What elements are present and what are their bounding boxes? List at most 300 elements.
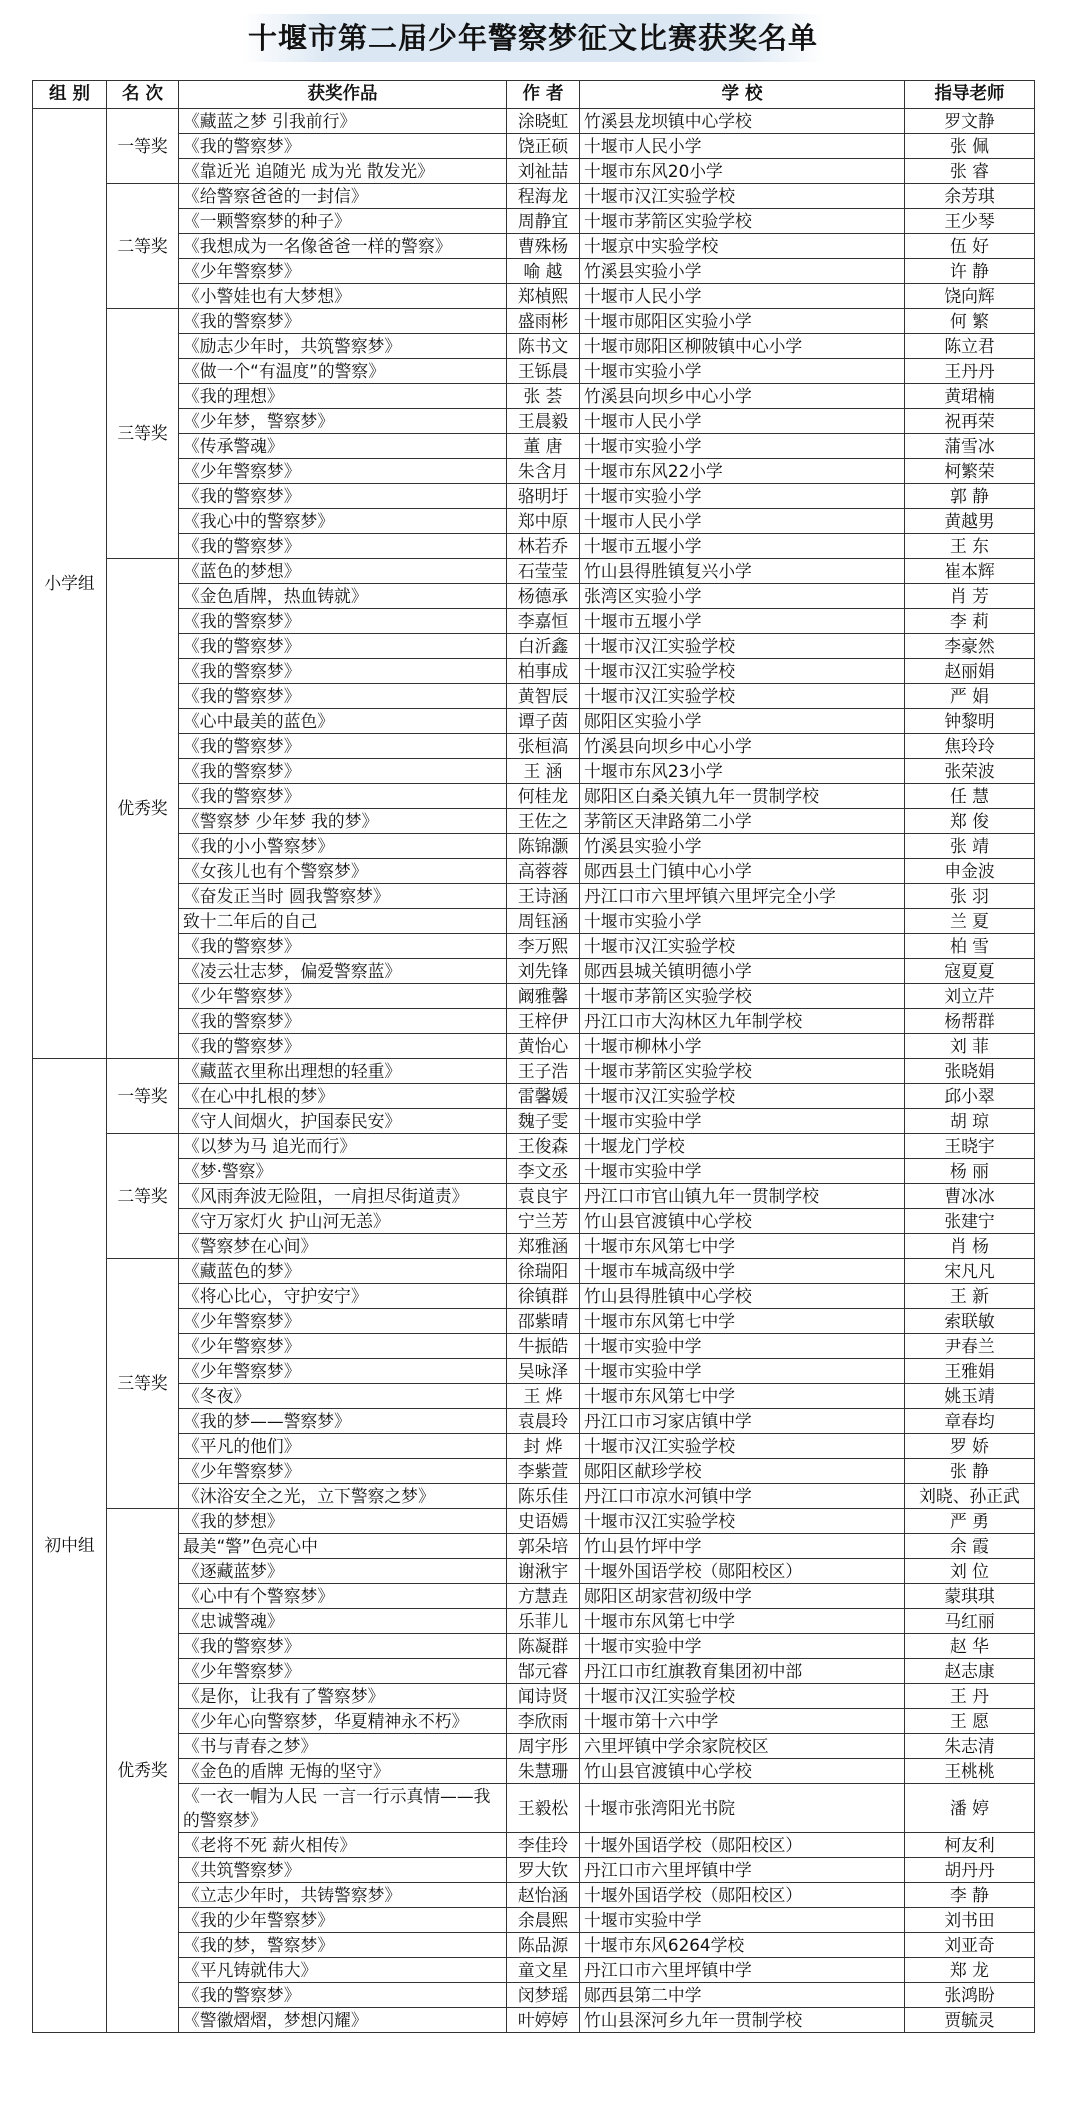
author-cell: 刘先锋 (507, 959, 580, 984)
table-row (33, 1359, 1035, 1384)
author-cell: 雷馨媛 (507, 1084, 580, 1109)
teacher-cell: 赵志康 (905, 1659, 1035, 1684)
school-cell: 丹江口市习家店镇中学 (580, 1409, 905, 1434)
author-cell: 饶正硕 (507, 134, 580, 159)
table-row (33, 634, 1035, 659)
teacher-cell: 张 静 (905, 1459, 1035, 1484)
work-cell: 《一衣一帽为人民 一言一行示真情——我的警察梦》 (179, 1784, 507, 1833)
teacher-cell: 伍 好 (905, 234, 1035, 259)
teacher-cell: 朱志清 (905, 1734, 1035, 1759)
school-cell: 十堰龙门学校 (580, 1134, 905, 1159)
table-row (33, 1009, 1035, 1034)
work-cell: 致十二年后的自己 (179, 909, 507, 934)
work-cell: 《以梦为马 追光而行》 (179, 1134, 507, 1159)
table-row (33, 1734, 1035, 1759)
teacher-cell: 王 新 (905, 1284, 1035, 1309)
group-cell: 初中组 (33, 1059, 107, 2033)
teacher-cell: 杨 丽 (905, 1159, 1035, 1184)
table-row (33, 1858, 1035, 1883)
author-cell: 王子浩 (507, 1059, 580, 1084)
work-cell: 《凌云壮志梦，偏爱警察蓝》 (179, 959, 507, 984)
author-cell: 邵紫晴 (507, 1309, 580, 1334)
school-cell: 丹江口市六里坪镇六里坪完全小学 (580, 884, 905, 909)
table-row (33, 284, 1035, 309)
author-cell: 何桂龙 (507, 784, 580, 809)
rank-cell: 三等奖 (107, 1259, 179, 1509)
school-cell: 十堰市张湾阳光书院 (580, 1784, 905, 1833)
table-row (33, 1584, 1035, 1609)
work-cell: 《立志少年时，共铸警察梦》 (179, 1883, 507, 1908)
school-cell: 茅箭区天津路第二小学 (580, 809, 905, 834)
author-cell: 叶婷婷 (507, 2008, 580, 2033)
school-cell: 十堰市五堰小学 (580, 534, 905, 559)
school-cell: 十堰市实验小学 (580, 359, 905, 384)
school-cell: 十堰市郧阳区实验小学 (580, 309, 905, 334)
school-cell: 郧西县土门镇中心小学 (580, 859, 905, 884)
school-cell: 十堰市实验小学 (580, 484, 905, 509)
author-cell: 周静宜 (507, 209, 580, 234)
header-teacher: 指导老师 (905, 81, 1035, 109)
author-cell: 王梓伊 (507, 1009, 580, 1034)
work-cell: 《我的警察梦》 (179, 1034, 507, 1059)
school-cell: 十堰市车城高级中学 (580, 1259, 905, 1284)
table-row (33, 109, 1035, 134)
header-row (33, 81, 1035, 109)
header-rank: 名 次 (107, 81, 179, 109)
work-cell: 《警徽熠熠，梦想闪耀》 (179, 2008, 507, 2033)
school-cell: 十堰市五堰小学 (580, 609, 905, 634)
teacher-cell: 钟黎明 (905, 709, 1035, 734)
school-cell: 十堰市郧阳区柳陂镇中心小学 (580, 334, 905, 359)
table-row (33, 734, 1035, 759)
table-row (33, 1209, 1035, 1234)
author-cell: 李文丞 (507, 1159, 580, 1184)
work-cell: 《我的警察梦》 (179, 309, 507, 334)
school-cell: 郧阳区实验小学 (580, 709, 905, 734)
school-cell: 十堰市实验中学 (580, 1634, 905, 1659)
table-row (33, 959, 1035, 984)
table-row (33, 1759, 1035, 1784)
school-cell: 十堰市汉江实验学校 (580, 1684, 905, 1709)
author-cell: 王俊森 (507, 1134, 580, 1159)
table-row (33, 384, 1035, 409)
table-row (33, 159, 1035, 184)
table-row (33, 1409, 1035, 1434)
work-cell: 《警察梦 少年梦 我的梦》 (179, 809, 507, 834)
header-author: 作 者 (507, 81, 580, 109)
teacher-cell: 郭 静 (905, 484, 1035, 509)
work-cell: 《给警察爸爸的一封信》 (179, 184, 507, 209)
author-cell: 刘祉喆 (507, 159, 580, 184)
teacher-cell: 张建宁 (905, 1209, 1035, 1234)
table-row (33, 684, 1035, 709)
table-row (33, 659, 1035, 684)
teacher-cell: 王晓宇 (905, 1134, 1035, 1159)
work-cell: 《少年警察梦》 (179, 1659, 507, 1684)
school-cell: 竹溪县实验小学 (580, 259, 905, 284)
teacher-cell: 王少琴 (905, 209, 1035, 234)
teacher-cell: 刘书田 (905, 1908, 1035, 1933)
teacher-cell: 张晓娟 (905, 1059, 1035, 1084)
work-cell: 《我的警察梦》 (179, 934, 507, 959)
teacher-cell: 杨帮群 (905, 1009, 1035, 1034)
author-cell: 程海龙 (507, 184, 580, 209)
table-row (33, 584, 1035, 609)
work-cell: 《我的警察梦》 (179, 609, 507, 634)
teacher-cell: 饶向辉 (905, 284, 1035, 309)
table-row (33, 809, 1035, 834)
table-row (33, 1659, 1035, 1684)
table-row (33, 934, 1035, 959)
teacher-cell: 郑 龙 (905, 1958, 1035, 1983)
school-cell: 竹溪县龙坝镇中心学校 (580, 109, 905, 134)
author-cell: 朱含月 (507, 459, 580, 484)
work-cell: 《靠近光 追随光 成为光 散发光》 (179, 159, 507, 184)
table-row (33, 2008, 1035, 2033)
teacher-cell: 王 丹 (905, 1684, 1035, 1709)
table-row (33, 509, 1035, 534)
group-cell: 小学组 (33, 109, 107, 1059)
school-cell: 竹山县官渡镇中心学校 (580, 1759, 905, 1784)
teacher-cell: 祝再荣 (905, 409, 1035, 434)
teacher-cell: 张荣波 (905, 759, 1035, 784)
work-cell: 《我的梦，警察梦》 (179, 1933, 507, 1958)
school-cell: 丹江口市大沟林区九年制学校 (580, 1009, 905, 1034)
school-cell: 十堰市东风22小学 (580, 459, 905, 484)
teacher-cell: 罗文静 (905, 109, 1035, 134)
table-row (33, 1958, 1035, 1983)
school-cell: 十堰市茅箭区实验学校 (580, 209, 905, 234)
work-cell: 《心中最美的蓝色》 (179, 709, 507, 734)
work-cell: 《心中有个警察梦》 (179, 1584, 507, 1609)
work-cell: 《蓝色的梦想》 (179, 559, 507, 584)
work-cell: 《我的理想》 (179, 384, 507, 409)
teacher-cell: 王 东 (905, 534, 1035, 559)
school-cell: 十堰市人民小学 (580, 134, 905, 159)
teacher-cell: 柯繁荣 (905, 459, 1035, 484)
work-cell: 《将心比心，守护安宁》 (179, 1284, 507, 1309)
author-cell: 陈品源 (507, 1933, 580, 1958)
table-row (33, 1384, 1035, 1409)
work-cell: 《少年警察梦》 (179, 1459, 507, 1484)
author-cell: 张桓滈 (507, 734, 580, 759)
header-school: 学 校 (580, 81, 905, 109)
author-cell: 王铄晨 (507, 359, 580, 384)
work-cell: 《我的警察梦》 (179, 784, 507, 809)
author-cell: 董 唐 (507, 434, 580, 459)
school-cell: 竹溪县实验小学 (580, 834, 905, 859)
school-cell: 十堰市实验小学 (580, 434, 905, 459)
teacher-cell: 曹冰冰 (905, 1184, 1035, 1209)
author-cell: 王晨毅 (507, 409, 580, 434)
teacher-cell: 张 睿 (905, 159, 1035, 184)
table-row (33, 1559, 1035, 1584)
school-cell: 竹溪县向坝乡中心小学 (580, 734, 905, 759)
teacher-cell: 陈立君 (905, 334, 1035, 359)
work-cell: 《我的警察梦》 (179, 1009, 507, 1034)
school-cell: 郧西县城关镇明德小学 (580, 959, 905, 984)
author-cell: 方慧垚 (507, 1584, 580, 1609)
teacher-cell: 崔本辉 (905, 559, 1035, 584)
work-cell: 《藏蓝色的梦》 (179, 1259, 507, 1284)
table-row (33, 1983, 1035, 2008)
teacher-cell: 李豪然 (905, 634, 1035, 659)
author-cell: 林若乔 (507, 534, 580, 559)
work-cell: 《女孩儿也有个警察梦》 (179, 859, 507, 884)
title-bar (0, 0, 1066, 78)
teacher-cell: 刘立芹 (905, 984, 1035, 1009)
work-cell: 《小警娃也有大梦想》 (179, 284, 507, 309)
rank-cell: 二等奖 (107, 184, 179, 309)
author-cell: 谢湫宇 (507, 1559, 580, 1584)
school-cell: 十堰市茅箭区实验学校 (580, 984, 905, 1009)
table-row (33, 1634, 1035, 1659)
teacher-cell: 王 愿 (905, 1709, 1035, 1734)
author-cell: 李欣雨 (507, 1709, 580, 1734)
author-cell: 赵怡涵 (507, 1883, 580, 1908)
table-row (33, 1259, 1035, 1284)
teacher-cell: 邱小翠 (905, 1084, 1035, 1109)
table-row (33, 1059, 1035, 1084)
author-cell: 喻 越 (507, 259, 580, 284)
author-cell: 童文星 (507, 1958, 580, 1983)
author-cell: 郑中原 (507, 509, 580, 534)
table-row (33, 1334, 1035, 1359)
school-cell: 十堰市东风23小学 (580, 759, 905, 784)
school-cell: 竹山县深河乡九年一贯制学校 (580, 2008, 905, 2033)
work-cell: 《我的警察梦》 (179, 484, 507, 509)
teacher-cell: 王雅娟 (905, 1359, 1035, 1384)
school-cell: 丹江口市官山镇九年一贯制学校 (580, 1184, 905, 1209)
work-cell: 《书与青春之梦》 (179, 1734, 507, 1759)
teacher-cell: 肖 芳 (905, 584, 1035, 609)
table-row (33, 884, 1035, 909)
school-cell: 张湾区实验小学 (580, 584, 905, 609)
table-row (33, 1908, 1035, 1933)
school-cell: 十堰市人民小学 (580, 284, 905, 309)
author-cell: 李万熙 (507, 934, 580, 959)
author-cell: 徐瑞阳 (507, 1259, 580, 1284)
table-row (33, 409, 1035, 434)
rank-cell: 优秀奖 (107, 1509, 179, 2033)
work-cell: 《少年警察梦》 (179, 259, 507, 284)
author-cell: 石莹莹 (507, 559, 580, 584)
school-cell: 十堰市实验小学 (580, 909, 905, 934)
school-cell: 郧阳区白桑关镇九年一贯制学校 (580, 784, 905, 809)
author-cell: 乐菲儿 (507, 1609, 580, 1634)
school-cell: 十堰市实验中学 (580, 1159, 905, 1184)
work-cell: 《我的小小警察梦》 (179, 834, 507, 859)
author-cell: 周钰涵 (507, 909, 580, 934)
table-row (33, 1933, 1035, 1958)
work-cell: 《沐浴安全之光，立下警察之梦》 (179, 1484, 507, 1509)
teacher-cell: 余 霞 (905, 1534, 1035, 1559)
work-cell: 《我的梦想》 (179, 1509, 507, 1534)
school-cell: 十堰市东风第七中学 (580, 1309, 905, 1334)
work-cell: 《传承警魂》 (179, 434, 507, 459)
work-cell: 《我的警察梦》 (179, 1634, 507, 1659)
work-cell: 《少年警察梦》 (179, 1359, 507, 1384)
school-cell: 十堰市汉江实验学校 (580, 1509, 905, 1534)
school-cell: 十堰市东风第七中学 (580, 1384, 905, 1409)
work-cell: 《警察梦在心间》 (179, 1234, 507, 1259)
table-row (33, 434, 1035, 459)
work-cell: 《我的警察梦》 (179, 659, 507, 684)
teacher-cell: 黄珺楠 (905, 384, 1035, 409)
teacher-cell: 张 羽 (905, 884, 1035, 909)
author-cell: 魏子雯 (507, 1109, 580, 1134)
author-cell: 郜元睿 (507, 1659, 580, 1684)
author-cell: 李佳玲 (507, 1833, 580, 1858)
table-row (33, 1684, 1035, 1709)
teacher-cell: 李 莉 (905, 609, 1035, 634)
school-cell: 十堰市东风20小学 (580, 159, 905, 184)
table-row (33, 459, 1035, 484)
table-row (33, 1084, 1035, 1109)
work-cell: 《我想成为一名像爸爸一样的警察》 (179, 234, 507, 259)
school-cell: 十堰市实验中学 (580, 1359, 905, 1384)
teacher-cell: 宋凡凡 (905, 1259, 1035, 1284)
school-cell: 竹山县竹坪中学 (580, 1534, 905, 1559)
author-cell: 封 烨 (507, 1434, 580, 1459)
teacher-cell: 赵 华 (905, 1634, 1035, 1659)
teacher-cell: 何 繁 (905, 309, 1035, 334)
school-cell: 六里坪镇中学余家院校区 (580, 1734, 905, 1759)
rank-cell: 三等奖 (107, 309, 179, 559)
rank-cell: 一等奖 (107, 1059, 179, 1134)
author-cell: 周宇彤 (507, 1734, 580, 1759)
school-cell: 十堰市汉江实验学校 (580, 634, 905, 659)
table-row (33, 1833, 1035, 1858)
teacher-cell: 胡 琼 (905, 1109, 1035, 1134)
teacher-cell: 王丹丹 (905, 359, 1035, 384)
work-cell: 《奋发正当时 圆我警察梦》 (179, 884, 507, 909)
table-row (33, 1134, 1035, 1159)
author-cell: 袁良宇 (507, 1184, 580, 1209)
work-cell: 《我的警察梦》 (179, 734, 507, 759)
school-cell: 十堰京中实验学校 (580, 234, 905, 259)
work-cell: 《我的警察梦》 (179, 684, 507, 709)
table-row (33, 1459, 1035, 1484)
teacher-cell: 蒙琪琪 (905, 1584, 1035, 1609)
award-table (32, 80, 1035, 2033)
table-row (33, 1434, 1035, 1459)
school-cell: 郧阳区献珍学校 (580, 1459, 905, 1484)
work-cell: 最美“警”色亮心中 (179, 1534, 507, 1559)
work-cell: 《我的梦——警察梦》 (179, 1409, 507, 1434)
table-row (33, 759, 1035, 784)
school-cell: 十堰市人民小学 (580, 409, 905, 434)
header-group: 组 别 (33, 81, 107, 109)
author-cell: 余晨熙 (507, 1908, 580, 1933)
table-row (33, 784, 1035, 809)
table-row (33, 334, 1035, 359)
school-cell: 十堰市茅箭区实验学校 (580, 1059, 905, 1084)
work-cell: 《是你，让我有了警察梦》 (179, 1684, 507, 1709)
table-row (33, 1309, 1035, 1334)
table-row (33, 1509, 1035, 1534)
work-cell: 《老将不死 薪火相传》 (179, 1833, 507, 1858)
table-row (33, 209, 1035, 234)
author-cell: 郑楨熙 (507, 284, 580, 309)
author-cell: 陈锦灏 (507, 834, 580, 859)
author-cell: 谭子茵 (507, 709, 580, 734)
author-cell: 曹殊杨 (507, 234, 580, 259)
teacher-cell: 张鸿盼 (905, 1983, 1035, 2008)
work-cell: 《藏蓝衣里称出理想的轻重》 (179, 1059, 507, 1084)
table-row (33, 859, 1035, 884)
author-cell: 郭朵培 (507, 1534, 580, 1559)
author-cell: 李紫萱 (507, 1459, 580, 1484)
teacher-cell: 许 静 (905, 259, 1035, 284)
author-cell: 陈书文 (507, 334, 580, 359)
school-cell: 竹山县得胜镇中心学校 (580, 1284, 905, 1309)
author-cell: 闵梦瑶 (507, 1983, 580, 2008)
teacher-cell: 罗 娇 (905, 1434, 1035, 1459)
header-work: 获奖作品 (179, 81, 507, 109)
work-cell: 《我心中的警察梦》 (179, 509, 507, 534)
table-header (33, 81, 1035, 109)
teacher-cell: 刘晓、孙正武 (905, 1484, 1035, 1509)
table-row (33, 1609, 1035, 1634)
table-row (33, 834, 1035, 859)
work-cell: 《共筑警察梦》 (179, 1858, 507, 1883)
work-cell: 《平凡铸就伟大》 (179, 1958, 507, 1983)
table-row (33, 534, 1035, 559)
table-row (33, 1034, 1035, 1059)
author-cell: 闻诗贤 (507, 1684, 580, 1709)
teacher-cell: 刘 菲 (905, 1034, 1035, 1059)
school-cell: 十堰市东风第七中学 (580, 1234, 905, 1259)
school-cell: 十堰市人民小学 (580, 509, 905, 534)
work-cell: 《励志少年时，共筑警察梦》 (179, 334, 507, 359)
work-cell: 《少年警察梦》 (179, 459, 507, 484)
work-cell: 《藏蓝之梦 引我前行》 (179, 109, 507, 134)
teacher-cell: 赵丽娟 (905, 659, 1035, 684)
author-cell: 黄智辰 (507, 684, 580, 709)
work-cell: 《平凡的他们》 (179, 1434, 507, 1459)
school-cell: 十堰市第十六中学 (580, 1709, 905, 1734)
teacher-cell: 任 慧 (905, 784, 1035, 809)
teacher-cell: 黄越男 (905, 509, 1035, 534)
author-cell: 盛雨彬 (507, 309, 580, 334)
table-row (33, 1883, 1035, 1908)
table-row (33, 559, 1035, 584)
author-cell: 柏事成 (507, 659, 580, 684)
table-row (33, 1784, 1035, 1833)
teacher-cell: 焦玲玲 (905, 734, 1035, 759)
table-row (33, 609, 1035, 634)
teacher-cell: 索联敏 (905, 1309, 1035, 1334)
table-row (33, 1534, 1035, 1559)
work-cell: 《我的少年警察梦》 (179, 1908, 507, 1933)
author-cell: 袁晨玲 (507, 1409, 580, 1434)
teacher-cell: 张 佩 (905, 134, 1035, 159)
author-cell: 宁兰芳 (507, 1209, 580, 1234)
table-row (33, 359, 1035, 384)
table-row (33, 1284, 1035, 1309)
table-row (33, 909, 1035, 934)
school-cell: 竹山县得胜镇复兴小学 (580, 559, 905, 584)
school-cell: 十堰市柳林小学 (580, 1034, 905, 1059)
author-cell: 史语嫣 (507, 1509, 580, 1534)
author-cell: 朱慧珊 (507, 1759, 580, 1784)
school-cell: 十堰市汉江实验学校 (580, 684, 905, 709)
author-cell: 杨德承 (507, 584, 580, 609)
rank-cell: 优秀奖 (107, 559, 179, 1059)
teacher-cell: 兰 夏 (905, 909, 1035, 934)
school-cell: 十堰市东风6264学校 (580, 1933, 905, 1958)
